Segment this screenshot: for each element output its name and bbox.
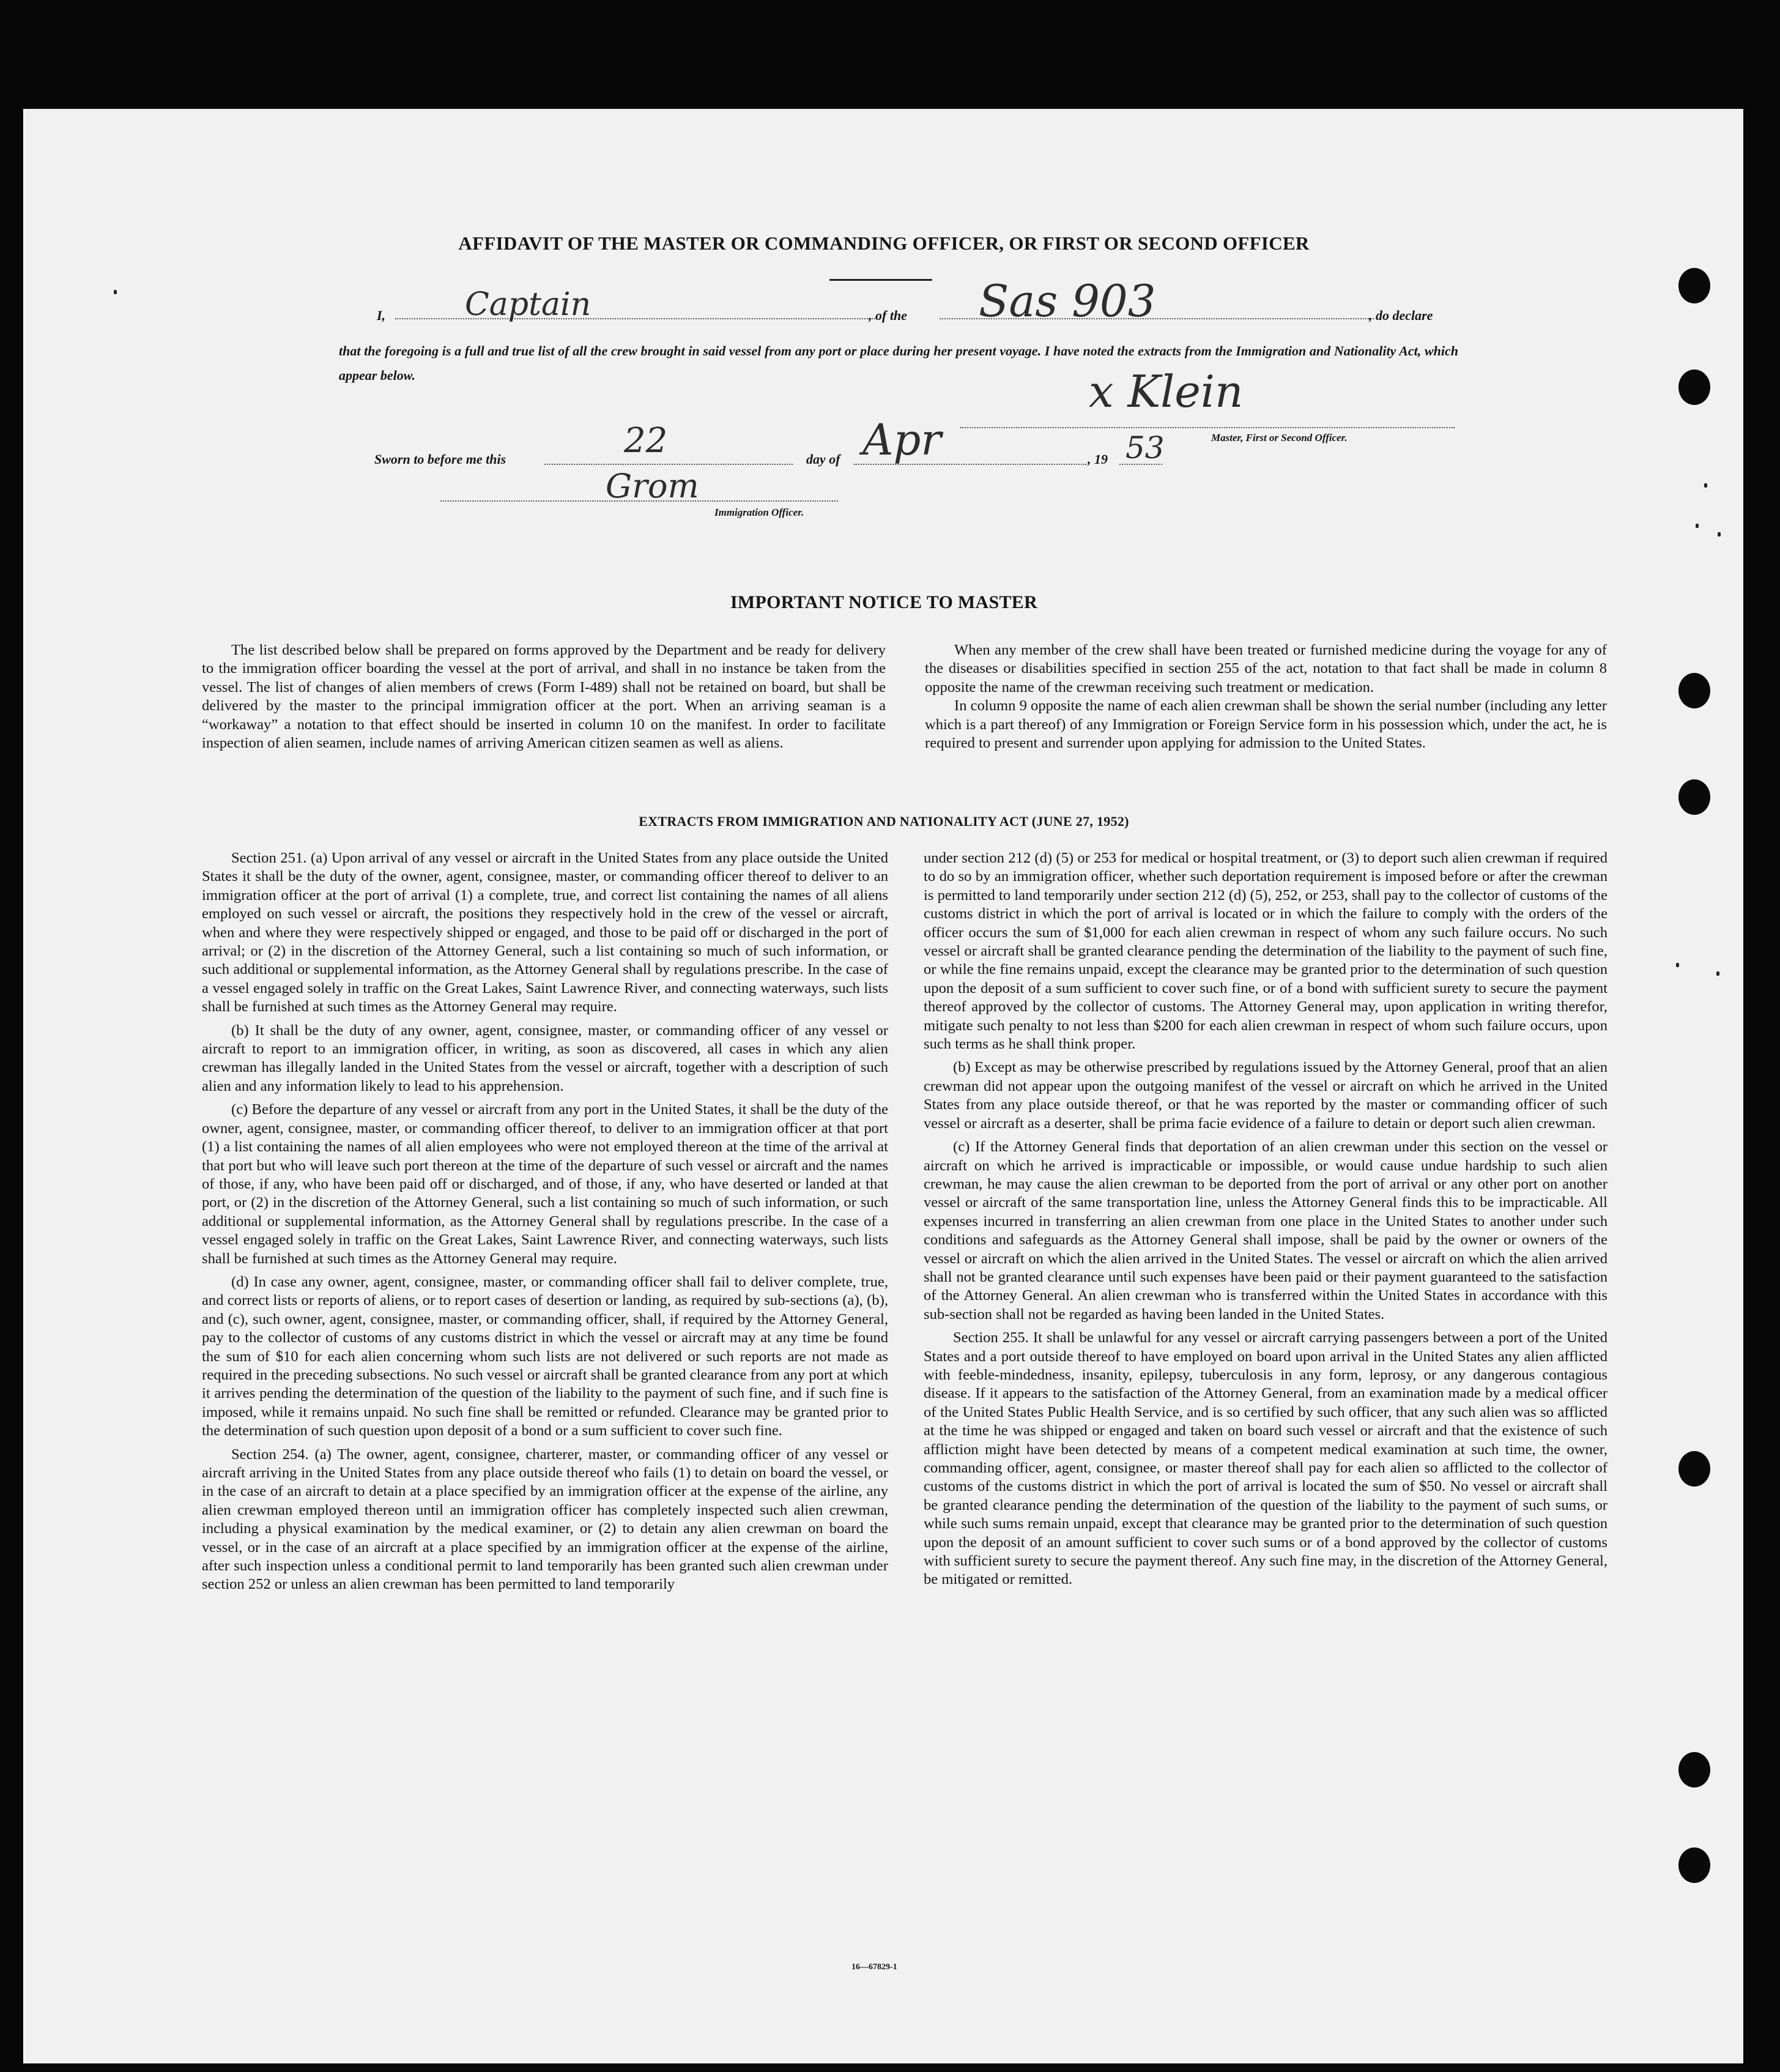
punch-hole: [1678, 1847, 1710, 1883]
officer-label: Immigration Officer.: [714, 507, 804, 518]
notice-left-paragraph: The list described below shall be prepared on forms approved by the Department and be ready for delivery to the immigration officer boarding the vessel at the port of arrival, and shall in no instance be taken from the vessel. The list of changes of alien members of crews (Form I-489) shall not be retained on board, but shall be delivered by the master to the principal immigration officer at the port. When an arriving seaman is a “workaway” a notation to that effect should be inserted in column 10 on the manifest. In order to facilitate inspection of alien seamen, include names of arriving American citizen seamen as well as aliens.: [202, 642, 886, 752]
punch-hole: [1678, 673, 1710, 708]
speck: [114, 290, 117, 294]
section-paragraph: (b) It shall be the duty of any owner, agent, consignee, master, or commanding officer of any vessel or aircraft to report to an immigration officer, in writing, as soon as discovered, all cases in which any alien crewman has illegally landed in the United States from the vessel or aircraft, together with a description of such alien and any information likely to lead to his apprehension.: [202, 1022, 888, 1094]
handwritten-month: Apr: [862, 415, 941, 465]
form-code: 16—67829-1: [851, 1962, 897, 1972]
handwritten-vessel: Sas 903: [979, 275, 1156, 327]
day-of-label: day of: [806, 451, 840, 467]
master-label: Master, First or Second Officer.: [1211, 432, 1348, 444]
punch-hole: [1678, 268, 1710, 303]
section-paragraph: Section 251. (a) Upon arrival of any vessel or aircraft in the United States from any place outside the United States it shall be the duty of the owner, agent, consignee, master, or commanding officer thereof to deliver to an immigration officer at the port of arrival (1) a complete, true, and correct list containing the names of all aliens employed on such vessel or aircraft, the positions they respectively hold in the crew of the vessel or aircraft, when and where they were respectively shipped or engaged, and those to be paid off or discharged in the port of arrival; or (2) in the discretion of the Attorney General, such a list containing so much of such information, or such additional or supplemental information, as the Attorney General shall by regulations prescribe. In the case of a vessel engaged solely in traffic on the Great Lakes, Saint Lawrence River, and connecting waterways, such lists shall be furnished at such times as the Attorney General may require.: [202, 850, 888, 1016]
speck: [1696, 524, 1699, 528]
notice-left-column: [202, 641, 886, 757]
section-paragraph: (d) In case any owner, agent, consignee, master, or commanding officer shall fail to deliver complete, true, and correct lists or reports of aliens, or to report cases of desertion or landing, as required by sub-sections (a), (b), and (c), such owner, agent, consignee, master, or commanding officer, shall, if required by the Attorney General, pay to the collector of customs of any customs district in which the vessel or aircraft may at any time be found the sum of $10 for each alien concerning whom such lists are not delivered or such reports are not made as required in the preceding subsections. No such vessel or aircraft shall be granted clearance from any port at which it arrives pending the determination of the question of the liability to the payment of such fine, and if such fine is imposed, while it remains unpaid. No such fine shall be remitted or refunded. Clearance may be granted prior to the determination of such question upon deposit of a bond or a sum sufficient to cover such fine.: [202, 1273, 889, 1439]
speck: [1716, 971, 1719, 976]
handwritten-master-signature: x Klein: [1089, 366, 1244, 417]
title-underline: [829, 279, 932, 281]
notice-title: IMPORTANT NOTICE TO MASTER: [730, 592, 1038, 612]
punch-hole: [1678, 779, 1710, 815]
section-paragraph: Section 254. (a) The owner, agent, consignee, charterer, master, or commanding officer of any vessel or aircraft arriving in the United States from any place outside thereof who fails (1) to detain on board the vessel, or in the case of an aircraft to detain at a place specified by an immigration officer at the expense of the airline, any alien crewman employed thereon until an immigration officer has completely inspected such alien crewman, including a physical examination by the medical examiner, or (2) to detain any alien crewman on board the vessel, or in the case of an aircraft at a place specified by an immigration officer at the expense of the airline, after such inspection unless a conditional permit to land temporarily has been granted such alien crewman under section 252 or unless an alien crewman has been permitted to land temporarily: [202, 1446, 888, 1593]
extracts-left-column: [202, 849, 888, 1599]
declaration-do-declare: , do declare: [1369, 308, 1433, 323]
punch-hole: [1678, 369, 1710, 405]
year-prefix: , 19: [1088, 451, 1108, 467]
punch-hole: [1678, 1752, 1710, 1788]
section-paragraph: (b) Except as may be otherwise prescribed by regulations issued by the Attorney General, proof that an alien crewman did not appear upon the outgoing manifest of the vessel or aircraft on which he arrived in the United States from any place outside thereof, or that he was reported by the master or commanding officer of such vessel or aircraft as a deserter, shall be prima facie evidence of a failure to detain or deport such alien crewman.: [924, 1059, 1608, 1132]
speck: [1676, 963, 1679, 967]
declaration-prefix: I,: [377, 308, 386, 323]
section-paragraph: (c) If the Attorney General finds that deportation of an alien crewman under this section on the vessel or aircraft on which he arrived is impracticable or impossible, or would cause undue hardship to such alien crewman, he may cause the alien crewman to be deported from the port of arrival or any other port on another vessel or aircraft of the same transportation line, unless the Attorney General finds this to be impracticable. All expenses incurred in transferring an alien crewman from one place in the United States to another under such conditions and safeguards as the Attorney General shall impose, shall be paid by the owner or owners of the vessel or aircraft on which the alien arrived in the United States. The vessel or aircraft on which the alien arrived shall not be granted clearance until such expenses have been paid or their payment guaranteed to the satisfaction of the Attorney General. An alien crewman who is transferred within the United States in accordance with this sub-section shall not be regarded as having been landed in the United States.: [924, 1138, 1608, 1323]
handwritten-officer-signature: Grom: [606, 467, 699, 505]
notice-right-paragraph: In column 9 opposite the name of each alien crewman shall be shown the serial number (including any letter which is a part thereof) of any Immigration or Foreign Service form in his possession which, under the act, he is required to present and surrender upon applying for admission to the United States.: [925, 697, 1607, 752]
notice-right-column: [925, 641, 1607, 757]
extracts-title: EXTRACTS FROM IMMIGRATION AND NATIONALITY ACT (JUNE 27, 1952): [639, 814, 1129, 829]
day-line: [544, 464, 793, 465]
document-page: [23, 109, 1743, 2063]
notice-right-paragraph: When any member of the crew shall have been treated or furnished medicine during the voyage for any of the diseases or disabilities specified in section 255 of the act, notation to that fact shall be made in column 8 opposite the name of the crewman receiving such treatment or medication.: [925, 642, 1607, 696]
speck: [1718, 532, 1721, 537]
section-paragraph: (c) Before the departure of any vessel or aircraft from any port in the United States, it shall be the duty of the owner, agent, consignee, master, or commanding officer thereof, to deliver to an immigration officer at that port (1) a list containing the names of all alien employees who were not employed thereon at the time of the arrival at that port but who will leave such port thereon at the time of the departure of such vessel or aircraft and the names of those, if any, who have been paid off or discharged, and of those, if any, who have deserted or landed at that port, or (2) in the discretion of the Attorney General, such a list containing so much of such information, or such additional or supplemental information, as the Attorney General shall by regulations prescribe. In the case of a vessel engaged solely in traffic on the Great Lakes, Saint Lawrence River, and connecting waterways, such lists shall be furnished at such times as the Attorney General may require.: [202, 1101, 888, 1267]
handwritten-day: 22: [624, 421, 668, 461]
handwritten-year: 53: [1125, 430, 1165, 466]
punch-hole: [1678, 1451, 1710, 1487]
handwritten-name: Captain: [465, 286, 591, 323]
sworn-label: Sworn to before me this: [374, 451, 506, 467]
section-paragraph: Section 255. It shall be unlawful for any vessel or aircraft carrying passengers between a port of the United States and a port outside thereof to have employed on board upon arrival in the United States any alien afflicted with feeble-mindedness, insanity, epilepsy, tuberculosis in any form, leprosy, or any dangerous contagious disease. If it appears to the satisfaction of the Attorney General, from an examination made by a medical officer of the United States Public Health Service, and is so certified by such officer, that any such alien was so afflicted at the time he was shipped or engaged and taken on board such vessel or aircraft and that the existence of such affliction might have been detected by means of a competent medical examination at such time, the owner, commanding officer, agent, consignee, or master thereof shall pay for each alien so afflicted to the collector of customs of the customs district in which the port of arrival is located the sum of $50. No vessel or aircraft shall be granted clearance pending the determination of the question of the liability to the payment of such sums, or while such sums remain unpaid, except that clearance may be granted prior to the determination of such question upon the deposit of an amount sufficient to cover such sums or of a bond approved by the collector of customs with sufficient surety to secure the payment thereof. Any such fine may, in the discretion of the Attorney General, be mitigated or remitted.: [924, 1329, 1608, 1588]
affidavit-title: AFFIDAVIT OF THE MASTER OR COMMANDING OFFICER, OR FIRST OR SECOND OFFICER: [458, 232, 1310, 254]
master-signature-line: [960, 427, 1455, 428]
speck: [1704, 483, 1707, 488]
section-paragraph: under section 212 (d) (5) or 253 for medical or hospital treatment, or (3) to deport such alien crewman if required to do so by an immigration officer, whether such deportation requirement is imposed before or after the crewman is permitted to land temporarily under section 212 (d) (5), 252, or 253, shall pay to the collector of customs of the customs district in which the port of arrival is located or in which the failure to comply with the orders of the officer occurs the sum of $1,000 for each alien crewman in respect of whom any such failure occurs. No such vessel or aircraft shall be granted clearance pending the determination of the liability to the payment of such fine, or while the fine remains unpaid, except the clearance may be granted prior to the determination of such question upon the deposit of a sum sufficient to cover such fine, or of a bond with sufficient surety to secure the payment thereof approved by the collector of customs. The Attorney General may, upon application in writing therefor, mitigate such penalty to not less than $200 for each alien crewman in respect of whom such failure occurs, upon such terms as he shall think proper.: [924, 850, 1608, 1053]
declaration-body: that the foregoing is a full and true list of all the crew brought in said vessel from any port or place during her present voyage. I have noted the extracts from the Immigration and Nationality Act, which appear below.: [339, 343, 1458, 383]
declaration-of-the: , of the: [869, 308, 907, 323]
extracts-right-column: [924, 849, 1608, 1594]
